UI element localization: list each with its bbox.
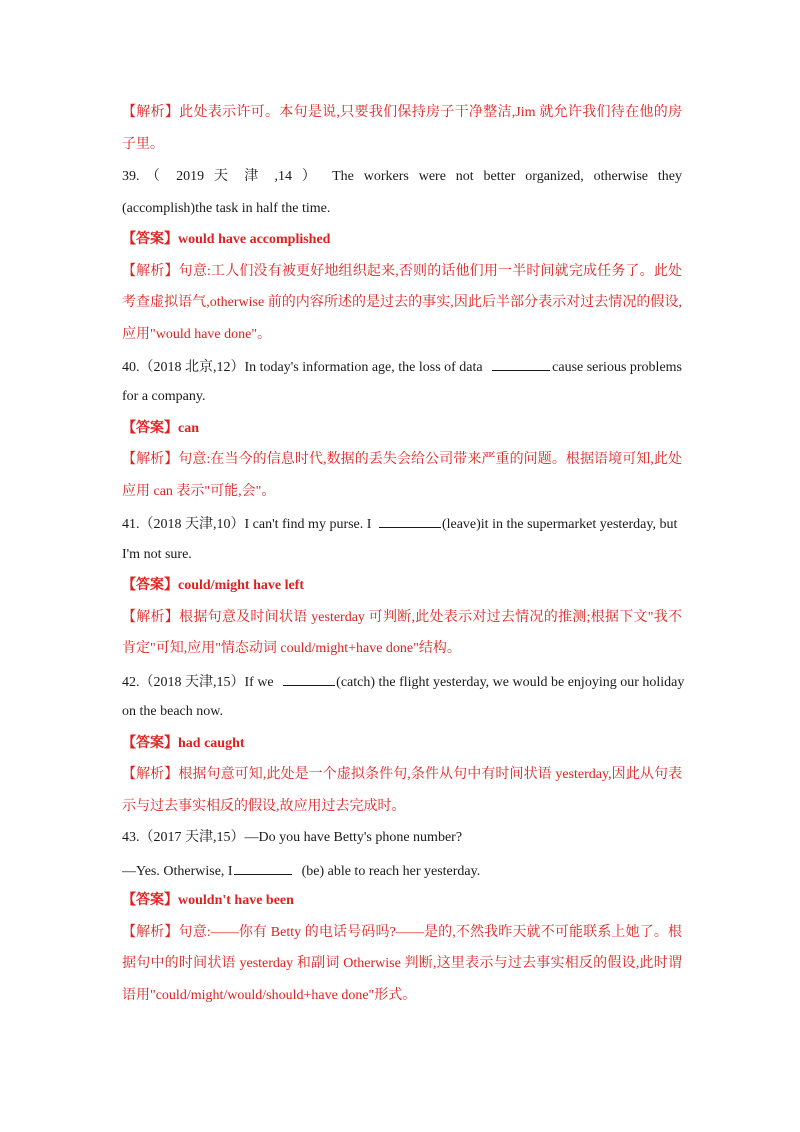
answer-43: 【答案】wouldn't have been (122, 893, 294, 908)
analysis-43-line-2: 据句中的时间状语 yesterday 和副词 Otherwise 判断,这里表示与过去事实相反的假设,此时谓 (122, 956, 682, 971)
analysis-40-line-1: 【解析】句意:在当今的信息时代,数据的丢失会给公司带来严重的问题。根据语境可知,此处 (122, 452, 682, 467)
question-41-line-1 (122, 514, 682, 534)
answer-42: 【答案】had caught (122, 736, 245, 751)
answer-40: 【答案】can (122, 421, 199, 436)
question-41-line-2: I'm not sure. (122, 547, 192, 562)
analysis-39-line-1: 【解析】句意:工人们没有被更好地组织起来,否则的话他们用一半时间就完成任务了。此处 (122, 264, 682, 279)
question-41-text-b: (leave)it in the supermarket yesterday, but (441, 517, 678, 532)
analysis-42-line-2: 示与过去事实相反的假设,故应用过去完成时。 (122, 799, 406, 814)
question-42-text-a: 42.（2018 天津,15）If we (122, 675, 274, 690)
question-43-text-a: —Yes. Otherwise, I (122, 864, 233, 879)
analysis-39-line-3: 应用"would have done"。 (122, 327, 272, 342)
question-39-line-2: (accomplish)the task in half the time. (122, 201, 331, 216)
question-42-line-2: on the beach now. (122, 704, 223, 719)
question-42-text-b: (catch) the flight yesterday, we would be enjoying our holiday (336, 675, 685, 690)
answer-blank-42 (283, 672, 335, 686)
analysis-38-line-1: 【解析】此处表示许可。本句是说,只要我们保持房子干净整洁,Jim 就允许我们待在他的房 (122, 105, 682, 120)
question-41-text-a: 41.（2018 天津,10）I can't find my purse. I (122, 517, 372, 532)
question-40-line-2: for a company. (122, 389, 206, 404)
question-43-text-b: (be) able to reach her yesterday. (301, 864, 481, 879)
analysis-43-line-3: 语用"could/might/would/should+have done"形式。 (122, 988, 417, 1003)
analysis-41-line-1: 【解析】根据句意及时间状语 yesterday 可判断,此处表示对过去情况的推测;根据下文"我不 (122, 610, 682, 625)
answer-blank-40 (492, 357, 550, 371)
analysis-42-line-1: 【解析】根据句意可知,此处是一个虚拟条件句,条件从句中有时间状语 yesterday,因此从句表 (122, 767, 682, 782)
question-40-line-1 (122, 357, 682, 377)
question-39-line-1: 39.（ 2019 天 津 ,14 ） The workers were not better organized, otherwise they (122, 169, 682, 184)
question-40-text-a: 40.（2018 北京,12）In today's information age, the loss of data (122, 360, 483, 375)
analysis-43-line-1: 【解析】句意:——你有 Betty 的电话号码吗?——是的,不然我昨天就不可能联系上她了。根 (122, 925, 682, 940)
analysis-41-line-2: 肯定"可知,应用"情态动词 could/might+have done"结构。 (122, 641, 461, 656)
question-40-text-b: cause serious problems (552, 360, 682, 375)
answer-41: 【答案】could/might have left (122, 578, 304, 593)
answer-blank-41 (379, 514, 441, 528)
answer-39: 【答案】would have accomplished (122, 232, 331, 247)
answer-blank-43 (234, 861, 292, 875)
analysis-40-line-2: 应用 can 表示"可能,会"。 (122, 484, 276, 499)
question-43-line-1: 43.（2017 天津,15）—Do you have Betty's phone number? (122, 830, 463, 845)
question-43-line-2 (122, 861, 682, 881)
question-42-line-1 (122, 672, 685, 692)
analysis-38-line-2: 子里。 (122, 137, 164, 152)
analysis-39-line-2: 考查虚拟语气,otherwise 前的内容所述的是过去的事实,因此后半部分表示对过去情况的假设, (122, 295, 682, 310)
